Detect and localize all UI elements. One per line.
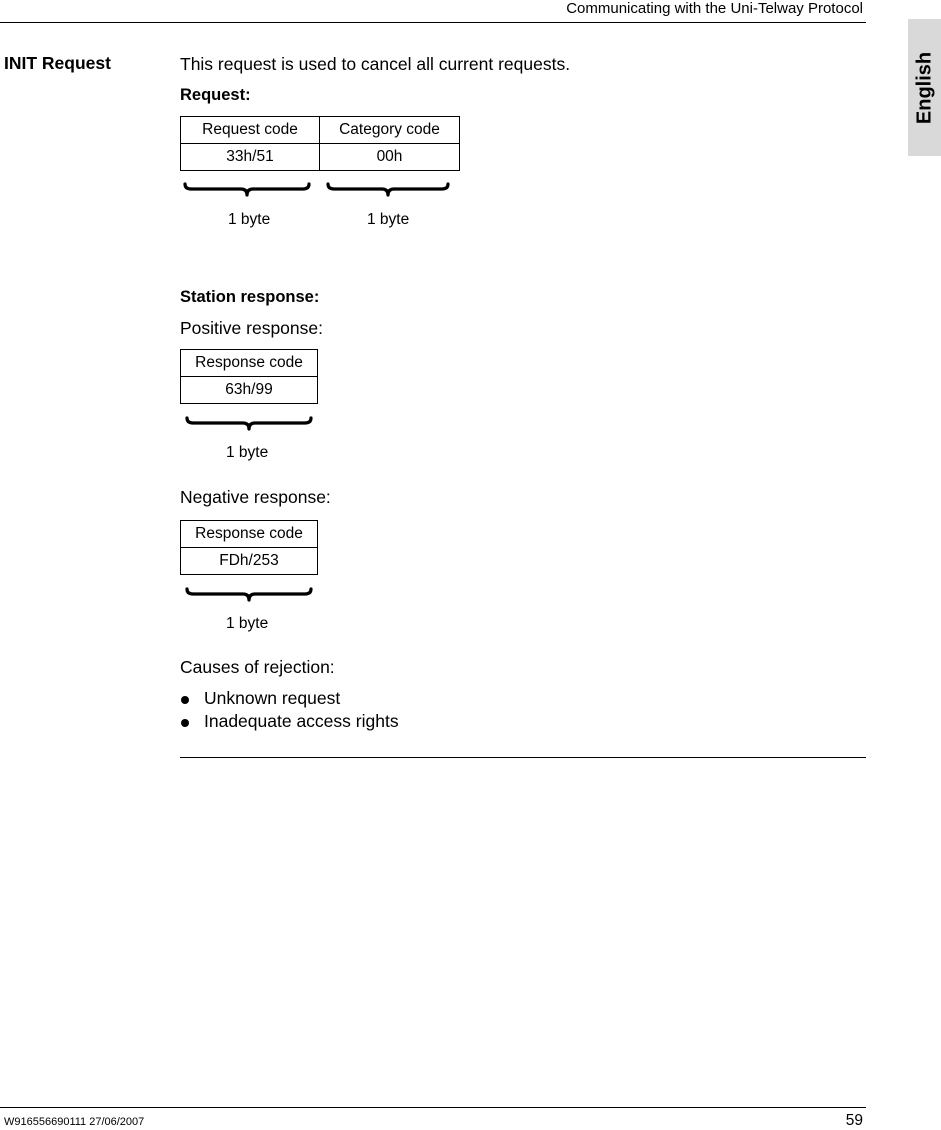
category-code-size: 1 byte xyxy=(367,211,410,228)
positive-response-brace xyxy=(185,415,313,435)
rejection-causes-list xyxy=(180,688,399,734)
station-response-heading: Station response: xyxy=(180,288,320,306)
positive-response-size: 1 byte xyxy=(226,444,269,461)
negative-response-code-value: FDh/253 xyxy=(181,548,318,575)
request-heading: Request: xyxy=(180,86,251,104)
rejection-causes-label: Causes of rejection: xyxy=(180,657,335,677)
request-code-value: 33h/51 xyxy=(181,144,320,171)
rejection-cause-text: Inadequate access rights xyxy=(204,711,399,731)
bullet-icon xyxy=(181,696,189,704)
list-item xyxy=(180,688,399,711)
section-title: INIT Request xyxy=(4,53,111,73)
negative-response-label: Negative response: xyxy=(180,487,331,507)
page-number: 59 xyxy=(845,1112,863,1129)
section-end-rule xyxy=(180,757,866,758)
positive-response-code-header: Response code xyxy=(181,350,318,377)
request-code-brace xyxy=(183,181,311,201)
positive-response-label: Positive response: xyxy=(180,318,323,338)
request-code-header: Request code xyxy=(181,117,320,144)
section-intro: This request is used to cancel all current requests. xyxy=(180,54,571,74)
negative-response-brace xyxy=(185,586,313,606)
language-tab xyxy=(908,19,941,156)
request-code-size: 1 byte xyxy=(228,211,271,228)
negative-response-code-header: Response code xyxy=(181,521,318,548)
positive-response-code-value: 63h/99 xyxy=(181,377,318,404)
footer-doc-reference: W916556690111 27/06/2007 xyxy=(4,1116,145,1128)
category-code-value: 00h xyxy=(320,144,460,171)
list-item xyxy=(180,711,399,734)
request-frame-table xyxy=(180,116,460,171)
running-header: Communicating with the Uni-Telway Protocol xyxy=(566,0,863,17)
negative-response-table xyxy=(180,520,318,575)
positive-response-table xyxy=(180,349,318,404)
language-tab-label: English xyxy=(913,51,935,124)
header-rule xyxy=(0,22,866,23)
category-code-brace xyxy=(326,181,450,201)
footer-rule xyxy=(0,1107,866,1108)
rejection-cause-text: Unknown request xyxy=(204,688,341,708)
bullet-icon xyxy=(181,719,189,727)
category-code-header: Category code xyxy=(320,117,460,144)
negative-response-size: 1 byte xyxy=(226,615,269,632)
